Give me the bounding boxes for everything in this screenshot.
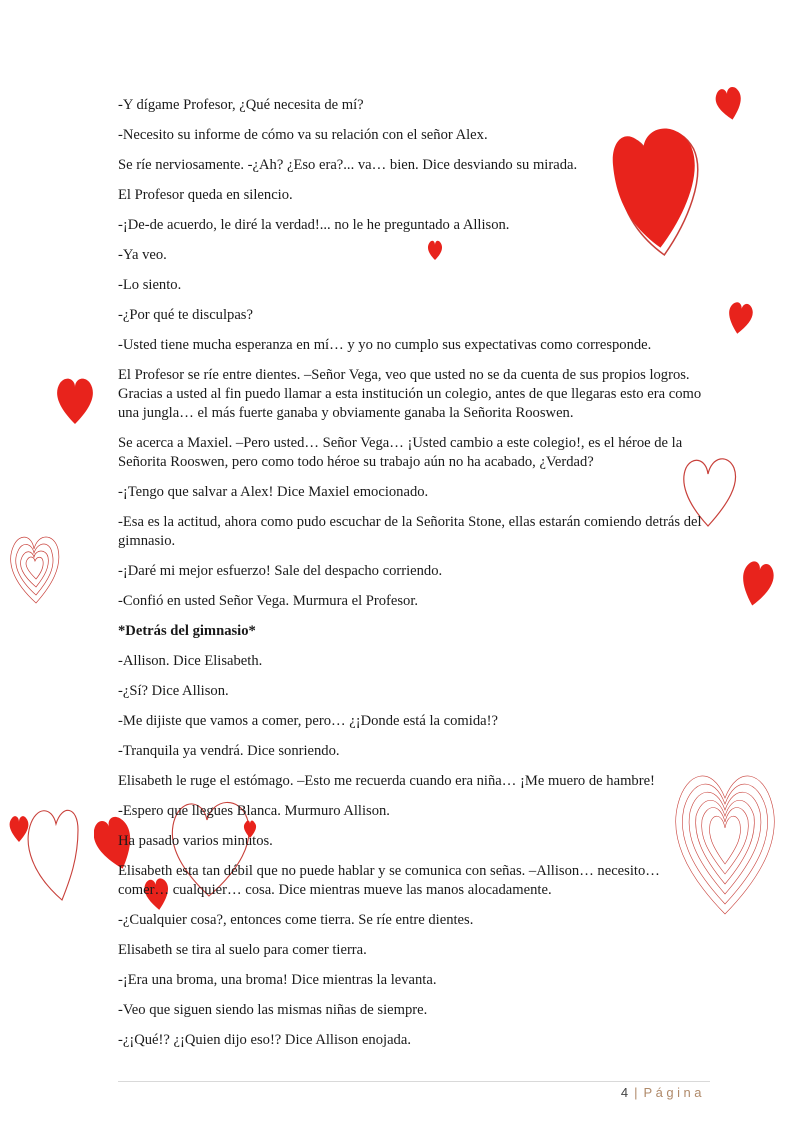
paragraph: -Esa es la actitud, ahora como pudo escuchar de la Señorita Stone, ellas estarán comiendo detrás del gimnasio. — [118, 514, 702, 549]
paragraph: -¡De-de acuerdo, le diré la verdad!... no le he preguntado a Allison. — [118, 217, 510, 233]
paragraph: -Me dijiste que vamos a comer, pero… ¿¡Donde está la comida!? — [118, 713, 498, 729]
paragraph: -Tranquila ya vendrá. Dice sonriendo. — [118, 743, 340, 759]
footer-separator: | — [634, 1085, 638, 1100]
paragraph: Elisabeth se tira al suelo para comer tierra. — [118, 942, 367, 958]
paragraph: Ha pasado varios minutos. — [118, 833, 273, 849]
footer-divider — [118, 1081, 710, 1082]
paragraph: -Ya veo. — [118, 247, 167, 263]
paragraph: -¡Era una broma, una broma! Dice mientras la levanta. — [118, 972, 437, 988]
paragraph: Se acerca a Maxiel. –Pero usted… Señor Vega… ¡Usted cambio a este colegio!, es el héroe de la Señorita Rooswen, pero como todo héroe su trabajo aún no ha acabado, ¿Verdad? — [118, 435, 683, 470]
heart-icon — [55, 374, 95, 426]
heart-icon — [740, 558, 774, 608]
paragraph: -¿Cualquier cosa?, entonces come tierra. Se ríe entre dientes. — [118, 912, 474, 928]
paragraph: -¿¡Qué!? ¿¡Quien dijo eso!? Dice Allison enojada. — [118, 1032, 411, 1048]
paragraph: El Profesor se ríe entre dientes. –Señor Vega, veo que usted no se da cuenta de sus propios logros. Gracias a usted al fin puedo llamar a esta institución un colegio, antes de que llegaras esto era como una jungla… el más fuerte ganaba y obviamente ganaba la Señorita Rooswen. — [118, 367, 702, 421]
paragraph: Elisabeth esta tan débil que no puede hablar y se comunica con señas. –Allison… necesito… comer… cualquier… cosa. Dice mientras mueve las manos alocadamente. — [118, 863, 660, 898]
paragraph: -Necesito su informe de cómo va su relación con el señor Alex. — [118, 127, 488, 143]
paragraph: -Y dígame Profesor, ¿Qué necesita de mí? — [118, 97, 364, 113]
section-heading: *Detrás del gimnasio* — [118, 623, 256, 639]
spiral-heart-icon — [6, 527, 60, 607]
paragraph: -Usted tiene mucha esperanza en mí… y yo no cumplo sus expectativas como corresponde. — [118, 337, 652, 353]
heart-outline-icon — [22, 800, 82, 904]
page-footer — [621, 1085, 705, 1100]
paragraph: -Confió en usted Señor Vega. Murmura el Profesor. — [118, 593, 419, 609]
paragraph: -¿Sí? Dice Allison. — [118, 683, 229, 699]
paragraph: -¡Tengo que salvar a Alex! Dice Maxiel emocionado. — [118, 484, 429, 500]
paragraph: -Espero que llegues Blanca. Murmuro Allison. — [118, 803, 390, 819]
paragraph: El Profesor queda en silencio. — [118, 187, 293, 203]
heart-icon — [715, 84, 743, 122]
paragraph: -Allison. Dice Elisabeth. — [118, 653, 263, 669]
page-number: 4 — [620, 1085, 629, 1100]
page-word: Página — [643, 1085, 705, 1100]
paragraph: Se ríe nerviosamente. -¿Ah? ¿Eso era?... va… bien. Dice desviando su mirada. — [118, 157, 578, 173]
heart-icon — [727, 300, 753, 336]
paragraph: -¿Por qué te disculpas? — [118, 307, 253, 323]
paragraph: -Veo que siguen siendo las mismas niñas de siempre. — [118, 1002, 428, 1018]
document-body — [118, 96, 710, 1061]
paragraph: -¡Daré mi mejor esfuerzo! Sale del despacho corriendo. — [118, 563, 443, 579]
paragraph: Elisabeth le ruge el estómago. –Esto me recuerda cuando era niña… ¡Me muero de hambre! — [118, 773, 655, 789]
paragraph: -Lo siento. — [118, 277, 182, 293]
